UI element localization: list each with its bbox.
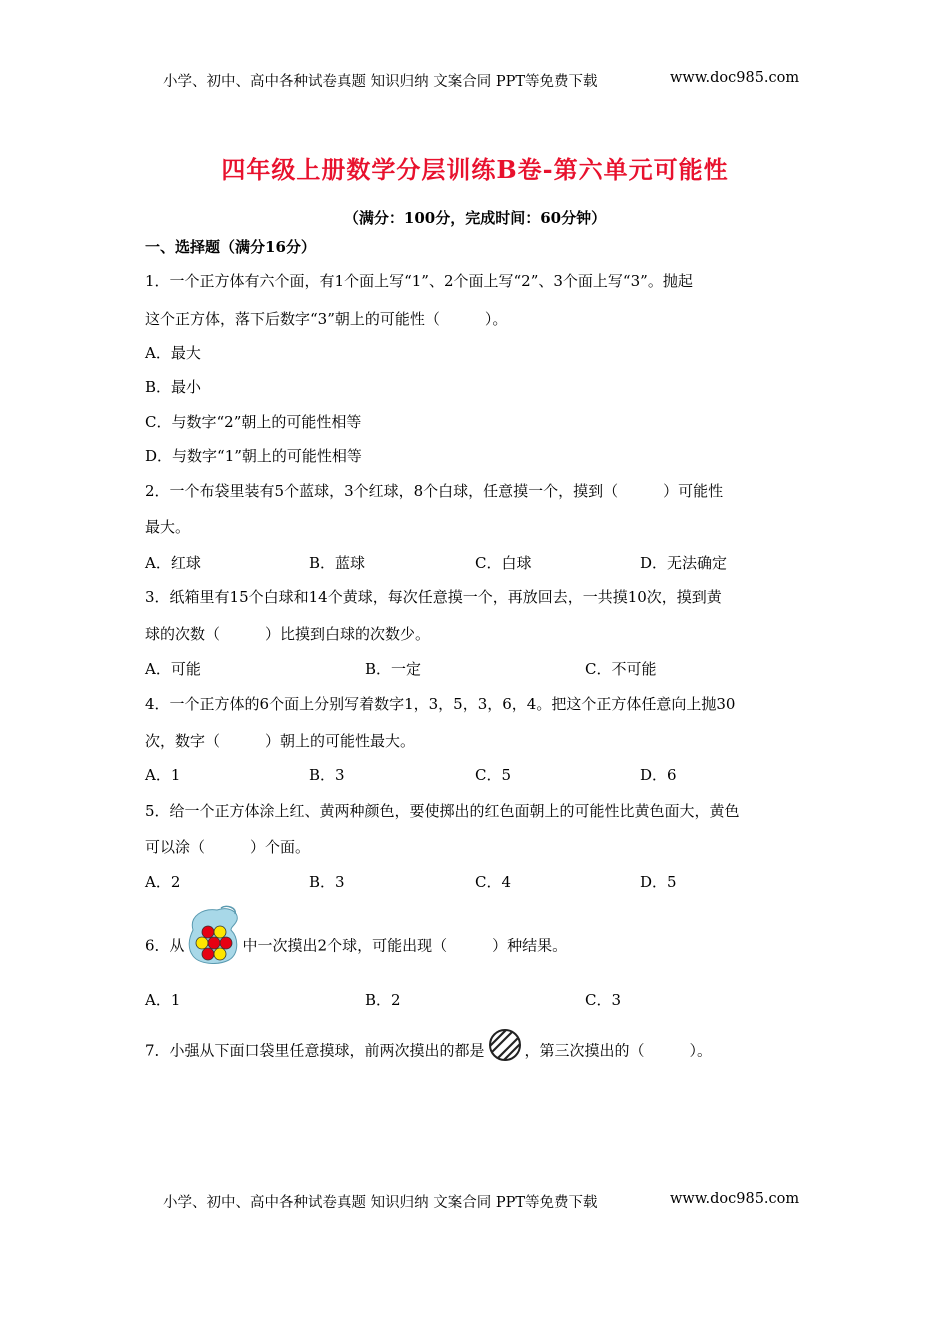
q3-stem-line2: 球的次数（ ）比摸到白球的次数少。 (145, 625, 431, 643)
q5-option-d: D．5 (640, 873, 677, 891)
q6-prefix: 6．从 (145, 936, 185, 955)
q1-stem-line1: 1．一个正方体有六个面，有1个面上写“1”、2个面上写“2”、3个面上写“3”。抛起 (145, 272, 693, 290)
q4-option-a: A．1 (145, 766, 181, 784)
page-title: 四年级上册数学分层训练B卷-第六单元可能性 (221, 155, 729, 184)
q2-stem-line1: 2．一个布袋里装有5个蓝球，3个红球，8个白球，任意摸一个，摸到（ ）可能性 (145, 482, 724, 500)
page-subtitle: （满分：100分，完成时间：60分钟） (343, 209, 607, 227)
footer-text: 小学、初中、高中各种试卷真题 知识归纳 文案合同 PPT等免费下载 (163, 1195, 598, 1211)
q6-option-b: B．2 (365, 991, 401, 1009)
q3-option-b: B．一定 (365, 660, 422, 678)
q1-option-a: A．最大 (145, 344, 201, 362)
q6-option-a: A．1 (145, 991, 181, 1009)
q2-option-c: C．白球 (475, 554, 532, 572)
q3-option-a: A．可能 (145, 660, 201, 678)
q1-option-b: B．最小 (145, 378, 202, 396)
q5-option-b: B．3 (309, 873, 345, 891)
q2-option-b: B．蓝球 (309, 554, 366, 572)
q2-option-d: D．无法确定 (640, 554, 728, 572)
ball-bag-image (187, 904, 241, 989)
striped-ball-icon (488, 1028, 522, 1075)
q1-option-c: C．与数字“2”朝上的可能性相等 (145, 413, 362, 431)
q1-stem-line2: 这个正方体，落下后数字“3”朝上的可能性（ ）。 (145, 310, 508, 328)
section-heading: 一、选择题（满分16分） (145, 238, 316, 256)
q4-stem-line1: 4．一个正方体的6个面上分别写着数字1，3，5，3，6，4。把这个正方体任意向上抛30 (145, 695, 736, 713)
header-text: 小学、初中、高中各种试卷真题 知识归纳 文案合同 PPT等免费下载 (163, 74, 598, 90)
q4-option-b: B．3 (309, 766, 345, 784)
q3-stem-line1: 3．纸箱里有15个白球和14个黄球，每次任意摸一个，再放回去，一共摸10次，摸到黄 (145, 588, 722, 606)
q6-suffix: 中一次摸出2个球，可能出现（ ）种结果。 (242, 936, 568, 955)
q5-stem-line2: 可以涂（ ）个面。 (145, 838, 311, 856)
footer-url: www.doc985.com (670, 1191, 800, 1207)
q7-stem (145, 1028, 712, 1075)
header-url: www.doc985.com (670, 70, 800, 86)
q3-option-c: C．不可能 (585, 660, 657, 678)
q2-stem-line2: 最大。 (145, 518, 191, 536)
q5-option-a: A．2 (145, 873, 181, 891)
q2-option-a: A．红球 (145, 554, 201, 572)
q6-stem (145, 904, 567, 989)
q7-prefix: 7．小强从下面口袋里任意摸球，前两次摸出的都是 (145, 1041, 485, 1060)
q4-option-d: D．6 (640, 766, 677, 784)
q4-option-c: C．5 (475, 766, 512, 784)
q5-stem-line1: 5．给一个正方体涂上红、黄两种颜色，要使掷出的红色面朝上的可能性比黄色面大，黄色 (145, 802, 740, 820)
q4-stem-line2: 次，数字（ ）朝上的可能性最大。 (145, 732, 416, 750)
q5-option-c: C．4 (475, 873, 512, 891)
q7-suffix: ，第三次摸出的（ ）。 (524, 1041, 713, 1060)
q1-option-d: D．与数字“1”朝上的可能性相等 (145, 447, 362, 465)
q6-option-c: C．3 (585, 991, 622, 1009)
